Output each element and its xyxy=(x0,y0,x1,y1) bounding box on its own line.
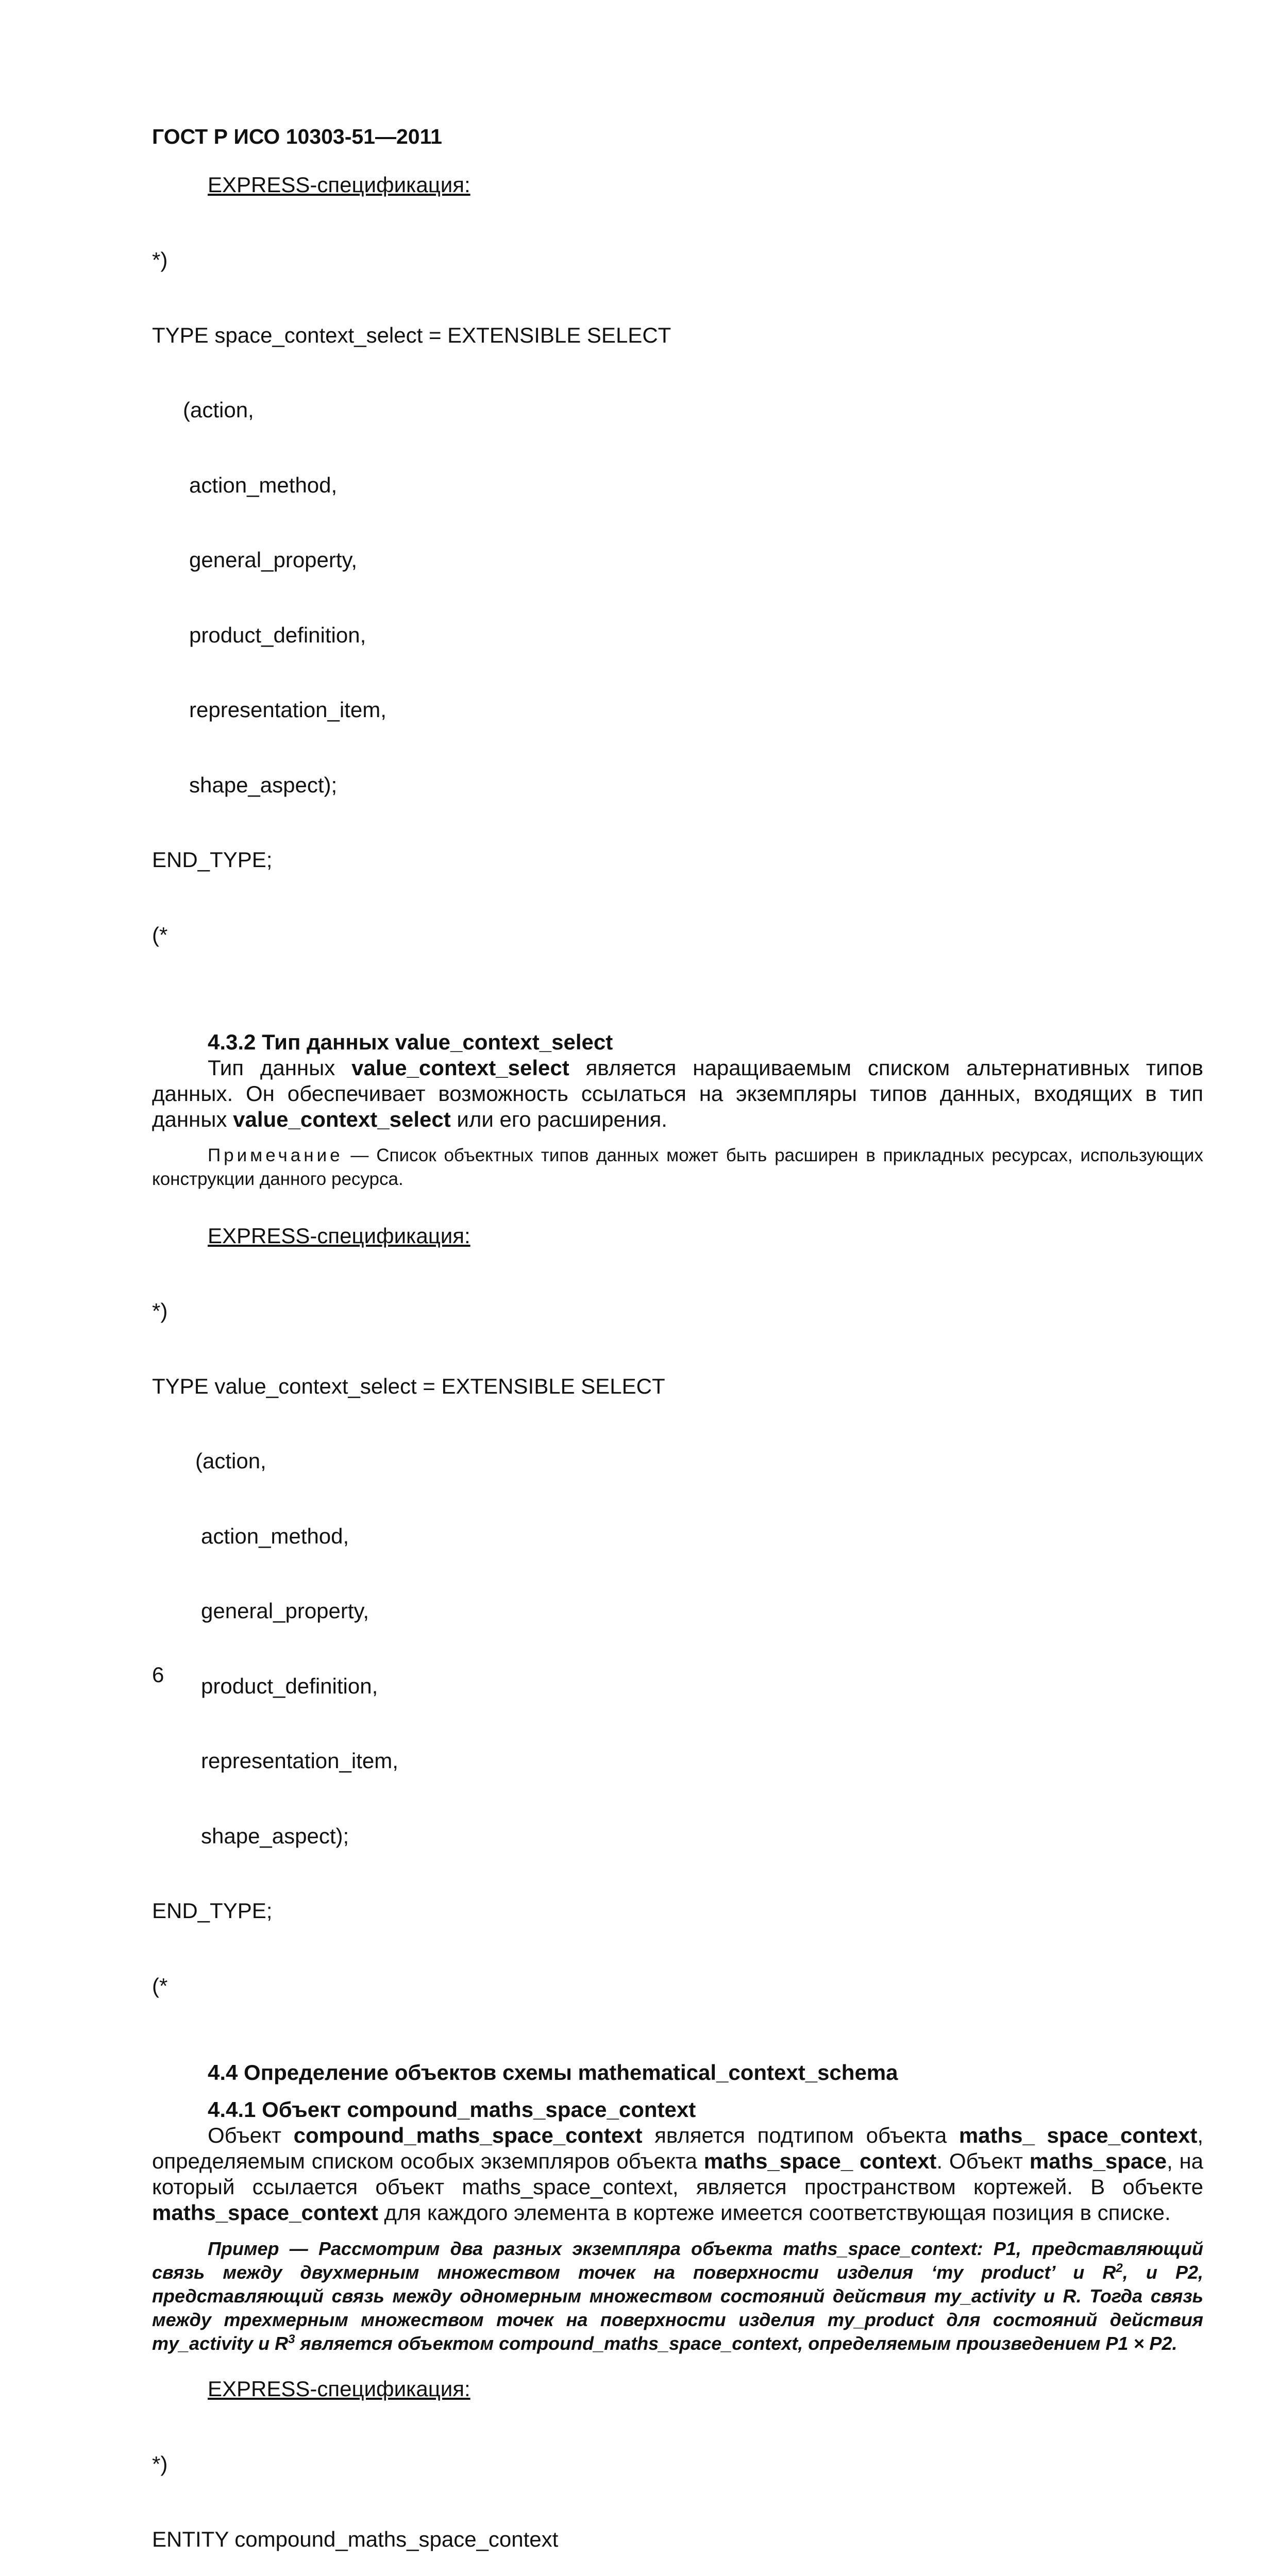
code-line: *) xyxy=(152,248,168,272)
code-line: (action, xyxy=(195,1449,266,1473)
code-line: END_TYPE; xyxy=(152,848,273,872)
code-line: representation_item, xyxy=(201,1749,398,1773)
express-spec-label: EXPRESS-спецификация: xyxy=(208,173,470,197)
page-number: 6 xyxy=(152,1663,164,1687)
code-line: representation_item, xyxy=(189,698,386,722)
section-heading-4-4-1: 4.4.1 Объект compound_maths_space_context xyxy=(208,2097,696,2122)
code-line: TYPE value_context_select = EXTENSIBLE SELECT xyxy=(152,1374,665,1398)
code-line: shape_aspect); xyxy=(189,772,338,797)
code-line: (* xyxy=(152,922,168,947)
code-line: action_method, xyxy=(201,1523,349,1548)
code-line: TYPE space_context_select = EXTENSIBLE SELECT xyxy=(152,323,671,347)
code-line: action_method, xyxy=(189,472,338,497)
document-header: ГОСТ Р ИСО 10303-51—2011 xyxy=(152,125,442,148)
paragraph-compound-maths-space-context: Объект compound_maths_space_context является подтипом объекта maths_ space_context, определяемым списком особых экземпляров объекта maths_space_ context. Объект maths_space, на который ссылается объект maths_space_context, является пространством кортежей. В объекте maths_space_context для каждого элемента в кортеже имеется соответствующая позиция в списке. xyxy=(152,2123,1203,2225)
code-line: *) xyxy=(152,2452,168,2476)
section-heading-4-3-2: 4.3.2 Тип данных value_context_select xyxy=(208,1030,613,1054)
note-paragraph: Примечание — Список объектных типов данных может быть расширен в прикладных ресурсах, использующих конструкции данного ресурса. xyxy=(152,1145,1203,1189)
express-spec-label: EXPRESS-спецификация: xyxy=(208,2377,470,2401)
document-page xyxy=(152,124,1203,2576)
code-line: ENTITY compound_maths_space_context xyxy=(152,2527,559,2551)
code-line: general_property, xyxy=(201,1599,369,1623)
code-line: (* xyxy=(152,1973,168,1998)
paragraph-value-context-select: Тип данных value_context_select является наращиваемым списком альтернативных типов данных. Он обеспечивает возможность ссылаться на экземпляры типов данных, входящих в тип данных value_context_select или его расширения. xyxy=(152,1056,1203,1131)
code-line: shape_aspect); xyxy=(201,1823,349,1848)
code-line: product_definition, xyxy=(201,1673,378,1698)
example-paragraph: Пример — Рассмотрим два разных экземпляра объекта maths_space_context: P1, представляющий связь между двухмерным множеством точек на поверхности изделия ‘my product’ и $R^2$, и P2, представляющий связь между одномерным множеством состояний действия my_activity и R. Тогда связь между трехмерным множеством точек на поверхности изделия my_product для состояний действия my_activity и $R^3$ является объектом compound_maths_space_context, определяемым произведением P1 × P2. xyxy=(152,2238,1203,2354)
code-line: general_property, xyxy=(189,548,358,572)
code-line: END_TYPE; xyxy=(152,1899,273,1923)
code-line: *) xyxy=(152,1299,168,1323)
express-spec-label: EXPRESS-спецификация: xyxy=(208,1224,470,1248)
section-heading-4-4: 4.4 Определение объектов схемы mathematical_context_schema xyxy=(208,2060,898,2084)
code-block-value-context-select xyxy=(152,1249,1203,2048)
code-line: (action, xyxy=(183,398,254,422)
code-block-compound-entity xyxy=(152,2402,1203,2576)
code-line: product_definition, xyxy=(189,622,366,647)
code-block-space-context-select xyxy=(152,198,1203,997)
